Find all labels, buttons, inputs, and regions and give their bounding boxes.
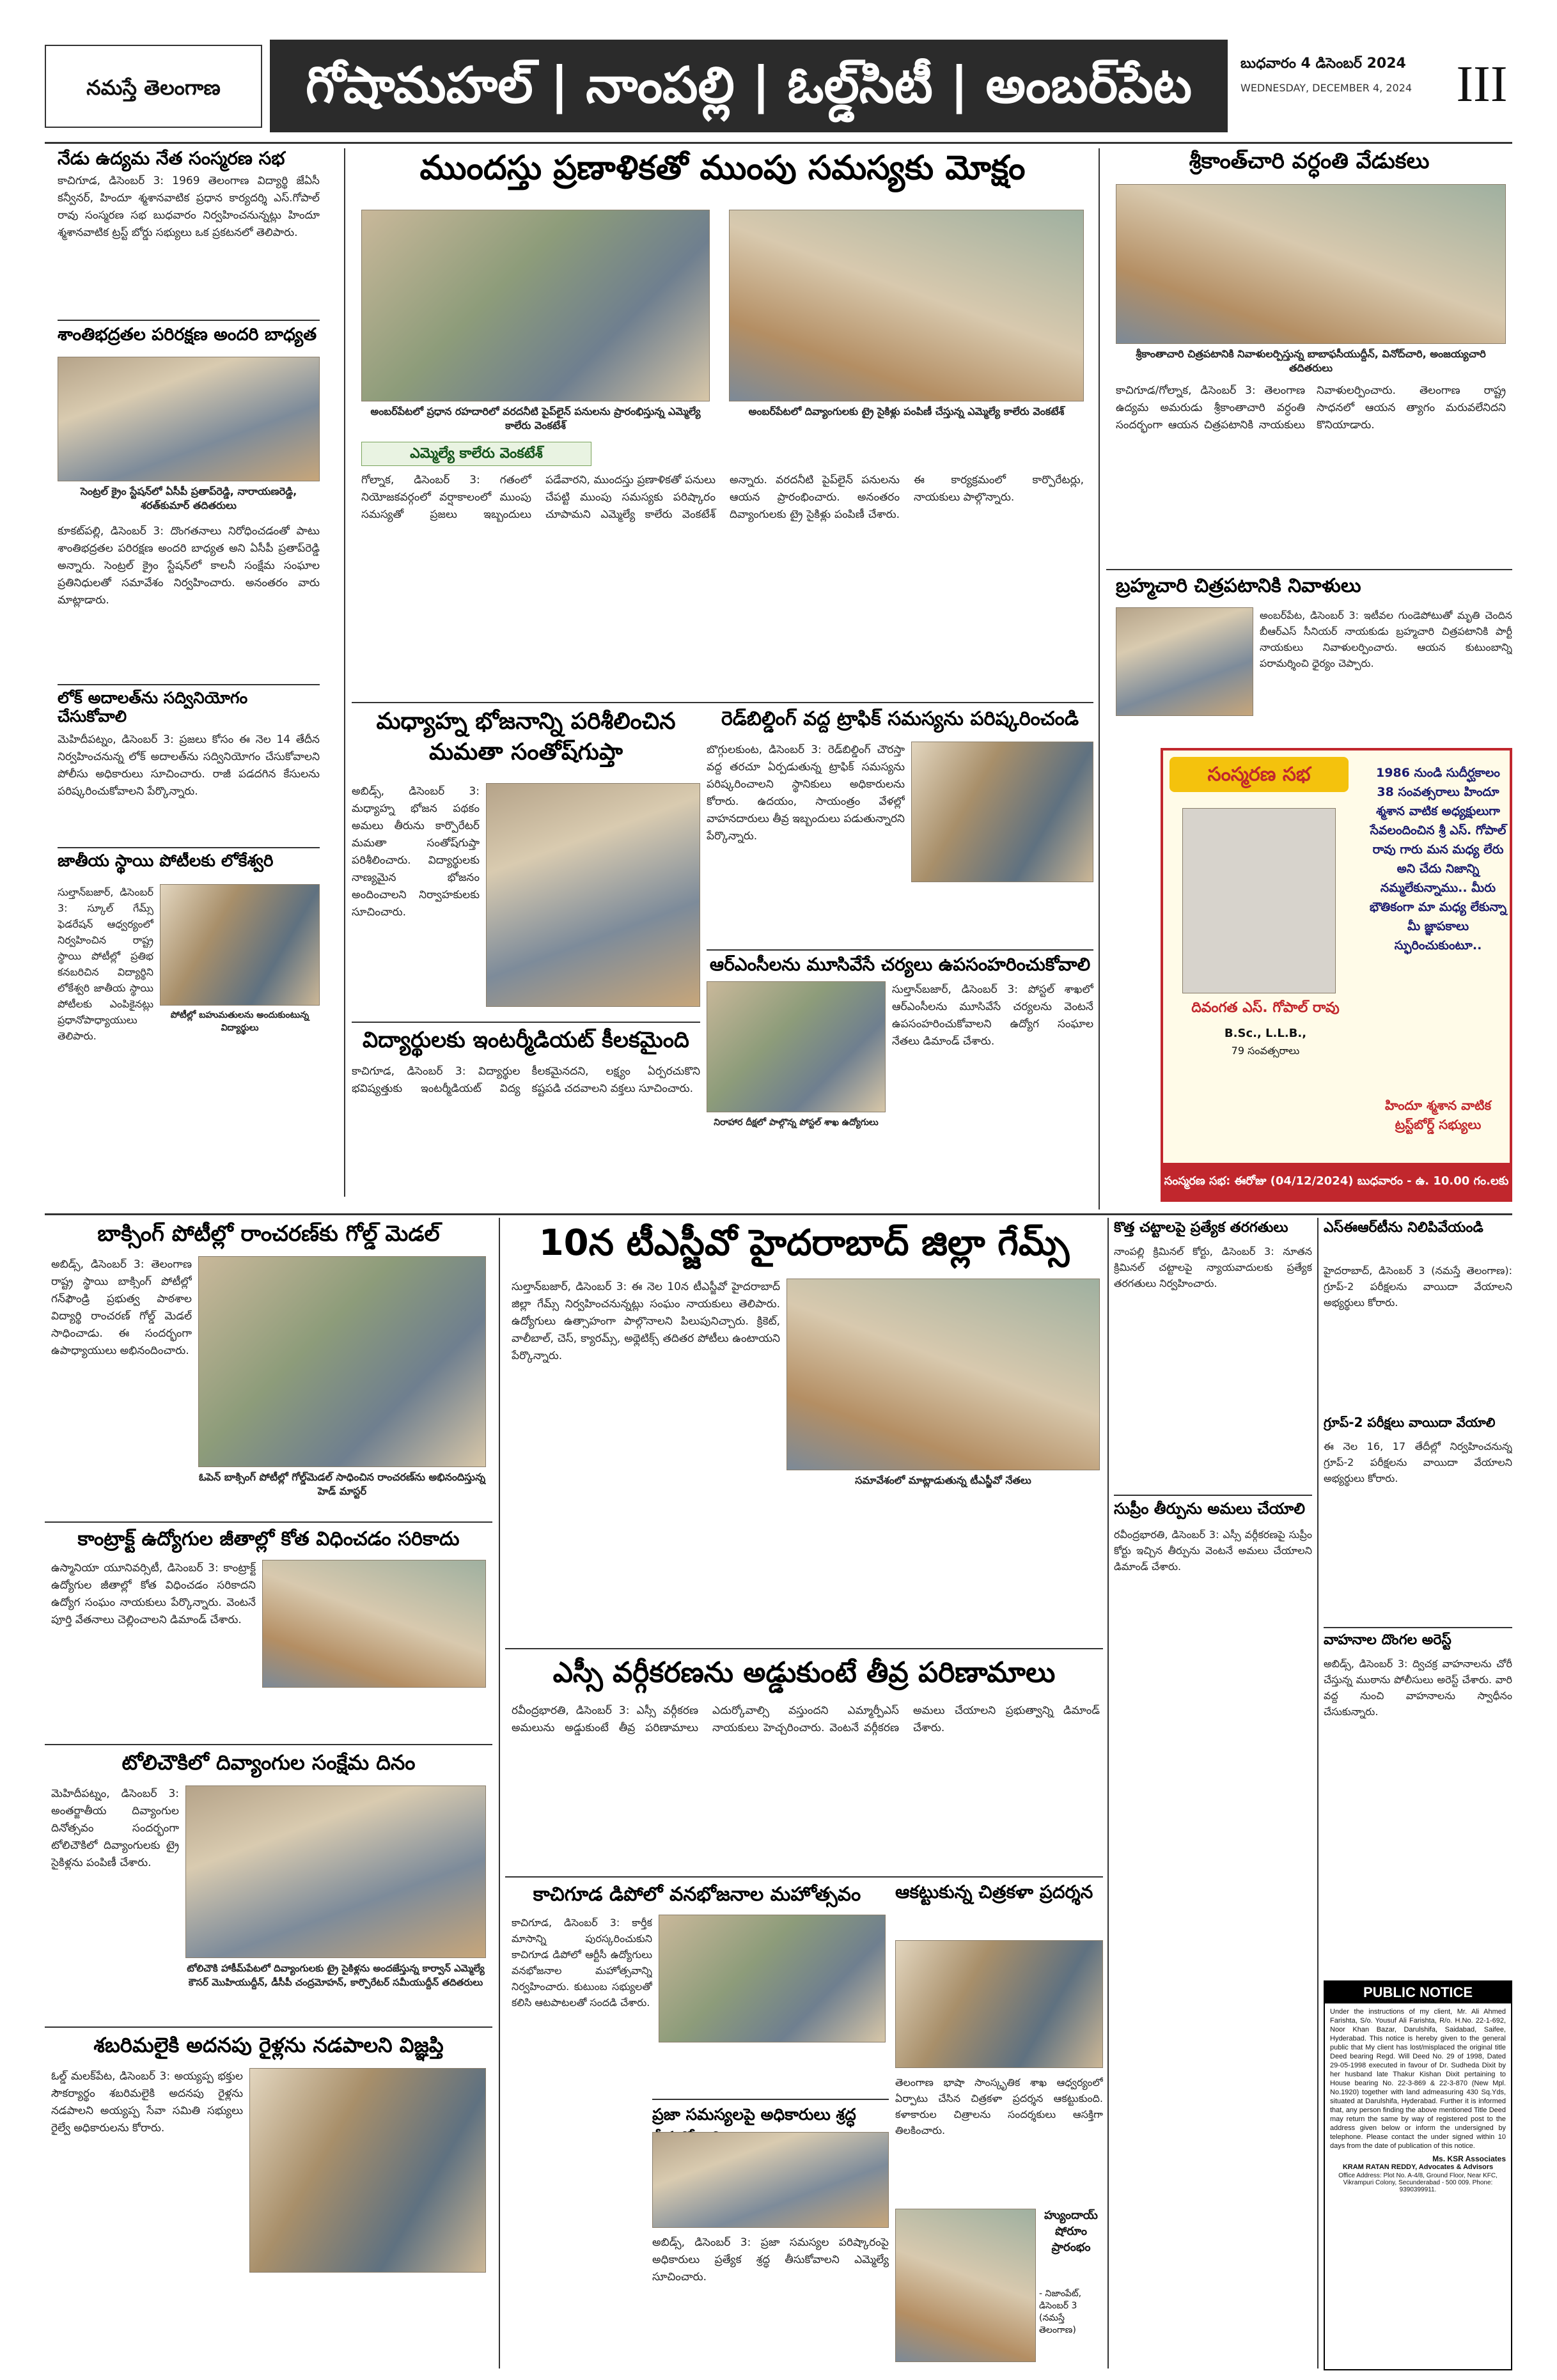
masthead — [45, 40, 1512, 141]
ad-side-text: 1986 నుండి సుదీర్ఘకాలం 38 సంవత్సరాలు హిందూ శ్మశాన వాటిక అధ్యక్షులుగా సేవలందించిన శ్రీ ఎస్. గోపాల్ రావు గారు మన మధ్య లేరు అని చేదు నిజాన్ని నమ్మలేకున్నాము.. మీరు భౌతికంగా మా మధ్య లేకున్నా మీ జ్ఞాపకాలు స్ఫురించుకుంటూ.. — [1369, 766, 1507, 953]
divider — [58, 847, 320, 848]
headline: బ్రహ్మచారి చిత్రపటానికి నివాళులు — [1116, 575, 1361, 597]
lead-photo-right — [729, 210, 1084, 401]
article-body: అబిడ్స్, డిసెంబర్ 3: మధ్యాహ్న భోజన పథకం అమలు తీరును కార్పొరేటర్ మమతా సంతోష్‌గుప్తా పరిశీలించారు. విద్యార్థులకు నాణ్యమైన భోజనం అందించాలని నిర్వాహకులకు సూచించారు. — [352, 785, 480, 919]
news-photo — [160, 884, 320, 1006]
headline: శబరిమలైకి అదనపు రైళ్లను నడపాలని విజ్ఞప్తి — [93, 2033, 444, 2057]
article-body: హైదరాబాద్, డిసెంబర్ 3 (నమస్తే తెలంగాణ): గ్రూప్-2 పరీక్షలను వాయిదా వేయాలని అభ్యర్థులు కోరారు. — [1324, 1264, 1512, 1309]
divider — [1324, 1627, 1512, 1628]
date-block — [1240, 52, 1445, 129]
divider — [505, 1648, 1103, 1649]
article-body: బొగ్గులకుంట, డిసెంబర్ 3: రెడ్‌బిల్డింగ్ చౌరస్తా వద్ద తరచూ ఏర్పడుతున్న ట్రాఫిక్ సమస్యను పరిష్కరించాలని స్థానికులు అధికారులను కోరారు. ఉదయం, సాయంత్రం వేళల్లో వాహనదారులు తీవ్ర ఇబ్బందులు పడుతున్నారని పేర్కొన్నారు. — [707, 743, 905, 843]
headline: ఎస్సీ వర్గీకరణను అడ్డుకుంటే తీవ్ర పరిణామాలు — [552, 1656, 1056, 1689]
ad-degree: B.Sc., L.L.B., — [1224, 1027, 1307, 1040]
article-sec2-d — [45, 2030, 492, 2368]
column-divider — [499, 1218, 500, 2368]
column-divider — [1317, 1218, 1318, 2368]
lead-caption-right: అంబర్‌పేటలో దివ్యాంగులకు ట్రై సైకిళ్లు పంపిణీ చేస్తున్న ఎమ్మెల్యే కాలేరు వెంకటేశ్ — [748, 405, 1065, 417]
ad-name: దివంగత ఎస్. గోపాల్ రావు — [1191, 1000, 1340, 1016]
article-sec2-a — [45, 1218, 492, 1518]
hyundai-headline: హ్యుందాయ్ షోరూం ప్రారంభం — [1044, 2209, 1098, 2254]
article-body: కాచిగూడ/గోల్నాక, డిసెంబర్ 3: తెలంగాణ ఉద్యమ అమరుడు శ్రీకాంతాచారి వర్ధంతి సందర్భంగా ఆయన చిత్రపటానికి నాయకులు నివాళులర్పించారు. తెలంగాణ రాష్ట్ర సాధనలో ఆయన త్యాగం మరువలేనిదని కొనియాడారు. — [1116, 384, 1506, 432]
article-body: కూకట్‌పల్లి, డిసెంబర్ 3: దొంగతనాలు నిరోధించడంతో పాటు శాంతిభద్రతల పరిరక్షణ అందరి బాధ్యత అని ఏసీపీ ప్రతాప్‌రెడ్డి అన్నారు. సెంట్రల్ క్రైం స్టేషన్‌లో కాలనీ సంక్షేమ సంఘాల ప్రతినిధులతో సమావేశం నిర్వహించారు. అనంతరం వారు మాట్లాడారు. — [58, 525, 320, 607]
article-body: మెహిదీపట్నం, డిసెంబర్ 3: ప్రజలు కోసం ఈ నెల 14 తేదీన నిర్వహించనున్న లోక్ అదాలత్‌ను సద్వినియోగం చేసుకోవాలని పోలీసు అధికారులు సూచించారు. రాజీ పడదగిన కేసులను పరిష్కరించుకోవాలని పేర్కొన్నారు. — [58, 733, 320, 798]
lead-article — [352, 146, 1093, 702]
news-photo — [786, 1279, 1100, 1470]
headline: గ్రూప్-2 పరీక్షలు వాయిదా వేయాలి — [1324, 1415, 1496, 1430]
memorial-advertisement — [1161, 748, 1512, 1202]
headline: జాతీయ స్థాయి పోటీలకు లోకేశ్వరి — [58, 852, 274, 871]
article-far-b — [1324, 1413, 1512, 1624]
article-body: తెలంగాణ భాషా సాంస్కృతిక శాఖ ఆధ్వర్యంలో ఏర్పాటు చేసిన చిత్రకళా ప్రదర్శన ఆకట్టుకుంది. కళాకారుల చిత్రాలను సందర్శకులు ఆసక్తిగా తిలకించారు. — [895, 2076, 1103, 2136]
news-photo — [911, 742, 1093, 882]
divider — [505, 1876, 1103, 1878]
photo-caption: సమావేశంలో మాట్లాడుతున్న టీఎస్జీవో నేతలు — [855, 1474, 1031, 1486]
divider — [45, 1521, 492, 1523]
headline: శాంతిభద్రతల పరిరక్షణ అందరి బాధ్యత — [58, 325, 317, 345]
divider — [707, 949, 1093, 951]
headline: కాంట్రాక్ట్ ఉద్యోగుల జీతాల్లో కోత విధించడం సరికాదు — [77, 1528, 460, 1550]
lead-photo-left — [361, 210, 710, 401]
divider — [45, 2026, 492, 2028]
ad-header — [1170, 757, 1349, 792]
headline: 10న టీఎస్జీవో హైదరాబాద్ జిల్లా గేమ్స్ — [538, 1222, 1070, 1264]
article-col1-b — [58, 325, 320, 683]
headline: నేడు ఉద్యమ నేత సంస్మరణ సభ — [58, 148, 285, 169]
headline: బాక్సింగ్ పోటీల్లో రాంచరణ్‌కు గోల్డ్ మెడల్ — [97, 1221, 440, 1247]
news-photo — [895, 1940, 1103, 2068]
hyundai-credit: - నిజాంపేట్, డిసెంబర్ 3 (నమస్తే తెలంగాణ) — [1039, 2289, 1082, 2335]
article-kotha — [1114, 1218, 1312, 1493]
portrait-photo — [1182, 808, 1336, 993]
page-title-banner — [270, 40, 1228, 132]
headline: వాహనాల దొంగల అరెస్ట్ — [1324, 1632, 1451, 1648]
article-body: అబిడ్స్, డిసెంబర్ 3: తెలంగాణ రాష్ట్ర స్థాయి బాక్సింగ్ పోటీల్లో గన్‌ఫౌండ్రి ప్రభుత్వ పాఠశాల విద్యార్థి రాంచరణ్ గోల్డ్ మెడల్ సాధించాడు. ఈ సందర్భంగా ఉపాధ్యాయులు అభినందించారు. — [51, 1258, 192, 1357]
article-body: కాచిగూడ, డిసెంబర్ 3: విద్యార్థుల భవిష్యత్తుకు ఇంటర్మీడియట్ విద్య కీలకమైనదని, లక్ష్యం ఏర్పరచుకొని కష్టపడి చదవాలని వక్తలు సూచించారు. — [352, 1065, 700, 1095]
headline: కాచిగూడ డిపోలో వనభోజనాల మహోత్సవం — [533, 1883, 861, 1906]
divider — [58, 320, 320, 321]
ad-header-text: సంస్మరణ సభ — [1207, 763, 1311, 786]
article-body: రవీంద్రభారతి, డిసెంబర్ 3: ఎస్సీ వర్గీకరణపై సుప్రీం కోర్టు ఇచ్చిన తీర్పును వెంటనే అమలు చేయాలని డిమాండ్ చేశారు. — [1114, 1528, 1312, 1573]
headline: ఎస్‌ఈఆర్‌టీను నిలిపివేయండి — [1324, 1220, 1483, 1236]
article-sec2-b — [45, 1525, 492, 1742]
article-vana — [505, 1879, 889, 2097]
headline: ఆర్‌ఎంసీలను మూసివేసే చర్యలు ఉపసంహరించుకోవాలి — [709, 954, 1091, 975]
notice-title: PUBLIC NOTICE — [1325, 1982, 1511, 2003]
column-divider — [344, 148, 345, 1197]
notice-firm: KRAM RATAN REDDY, Advocates & Advisors — [1342, 2163, 1494, 2171]
column-divider — [1107, 1218, 1109, 2368]
photo-caption: సెంట్రల్ క్రైం స్టేషన్‌లో ఏసీపీ ప్రతాప్‌రెడ్డి, నారాయణరెడ్డి, శరత్‌కుమార్ తదితరులు — [80, 485, 297, 511]
article-mid-b — [707, 706, 1093, 946]
page-number: III — [1456, 56, 1508, 113]
hyundai-photo — [895, 2209, 1036, 2362]
article-sc — [505, 1651, 1103, 1875]
article-supreme — [1114, 1498, 1312, 1875]
news-photo — [198, 1256, 486, 1467]
divider — [58, 684, 320, 685]
article-sec2-c — [45, 1747, 492, 2025]
article-body: సుల్తాన్‌బజార్, డిసెంబర్ 3: పోస్టల్ శాఖలో ఆర్‌ఎంసీలను మూసివేసే చర్యలను వెంటనే ఉపసంహరించుకోవాలని ఉద్యోగ సంఘాల నేతలు డిమాండ్ చేశారు. — [892, 983, 1093, 1048]
lead-headline: ముందస్తు ప్రణాళికతో ముంపు సమస్యకు మోక్షం — [419, 149, 1026, 187]
news-photo — [249, 2068, 486, 2273]
article-body: రవీంద్రభారతి, డిసెంబర్ 3: ఎస్సీ వర్గీకరణ అమలును అడ్డుకుంటే తీవ్ర పరిణామాలు ఎదుర్కోవాల్సి వస్తుందని ఎమ్మార్పీఎస్ నాయకులు హెచ్చరించారు. వెంటనే వర్గీకరణ అమలు చేయాలని ప్రభుత్వాన్ని డిమాండ్ చేశారు. — [512, 1704, 1100, 1734]
article-games — [505, 1218, 1103, 1646]
lead-body: గోల్నాక, డిసెంబర్ 3: గతంలో నియోజకవర్గంలో వర్షాకాలంలో ముంపు సమస్యతో ప్రజలు ఇబ్బందులు పడేవారని, ముందస్తు ప్రణాళికతో పనులు చేపట్టి ముంపు సమస్యకు పరిష్కారం చూపామని ఎమ్మెల్యే కాలేరు వెంకటేశ్ అన్నారు. వరదనీటి పైప్‌లైన్ పనులను ఆయన ప్రారంభించారు. అనంతరం దివ్యాంగులకు ట్రై సైకిళ్లు పంపిణీ చేశారు. ఈ కార్యక్రమంలో కార్పొరేటర్లు, నాయకులు పాల్గొన్నారు. — [361, 474, 1084, 521]
notice-address: Office Address: Plot No. A-4/8, Ground Floor, Near KFC, Vikrampuri Colony, Secunderabad - 500 009. Phone: 9390399911. — [1338, 2172, 1498, 2193]
photo-caption: శ్రీకాంతాచారి చిత్రపటానికి నివాళులర్పిస్తున్న బాబాఫసీయుద్దీన్, వినోద్‌చారి, అంజయ్యచారి తదితరులు — [1136, 348, 1486, 374]
notice-signoff: Ms. KSR Associates — [1432, 2154, 1506, 2163]
section-rule — [45, 1213, 1512, 1215]
article-art — [895, 1879, 1103, 2365]
divider — [1106, 569, 1512, 570]
article-body: అంబర్‌పేట, డిసెంబర్ 3: ఇటీవల గుండెపోటుతో మృతి చెందిన బీఆర్‌ఎస్ సీనియర్ నాయకుడు బ్రహ్మచారి చిత్రపటానికి పార్టీ నాయకులు నివాళులర్పించారు. ఆయన కుటుంబాన్ని పరామర్శించి ధైర్యం చెప్పారు. — [1260, 609, 1512, 669]
photo-caption: నిరాహార దీక్షలో పాల్గొన్న పోస్టల్ శాఖ ఉద్యోగులు — [714, 1117, 879, 1128]
paper-name: నమస్తే తెలంగాణ — [86, 75, 221, 100]
date-telugu: బుధవారం 4 డిసెంబర్ 2024 — [1240, 56, 1406, 72]
article-body: సుల్తాన్‌బజార్, డిసెంబర్ 3: స్కూల్ గేమ్స్ ఫెడరేషన్ ఆధ్వర్యంలో నిర్వహించిన రాష్ట్ర స్థాయి పోటీల్లో ప్రతిభ కనబరిచిన విద్యార్థిని లోకేశ్వరి జాతీయ స్థాయి పోటీలకు ఎంపికైనట్లు ప్రధానోపాధ్యాయులు తెలిపారు. — [58, 886, 153, 1042]
article-col1-d — [58, 852, 320, 1210]
headline: ఆకట్టుకున్న చిత్రకళా ప్రదర్శన — [895, 1881, 1093, 1902]
divider — [352, 702, 1093, 703]
news-photo — [1116, 184, 1506, 344]
date-english: WEDNESDAY, DECEMBER 4, 2024 — [1240, 82, 1412, 94]
article-body: నాంపల్లి క్రిమినల్ కోర్టు, డిసెంబర్ 3: నూతన క్రిమినల్ చట్టాలపై న్యాయవాదులకు ప్రత్యేక తరగతులు నిర్వహించారు. — [1114, 1245, 1312, 1289]
headline: రెడ్‌బిల్డింగ్ వద్ద ట్రాఫిక్ సమస్యను పరిష్కరించండి — [721, 708, 1079, 730]
headline: సుప్రీం తీర్పును అమలు చేయాలి — [1114, 1500, 1305, 1518]
lead-subhead: ఎమ్మెల్యే కాలేరు వెంకటేశ్ — [361, 442, 591, 466]
news-photo — [486, 783, 700, 1007]
news-photo — [652, 2132, 889, 2228]
news-photo — [185, 1785, 486, 1958]
article-body: ఉస్మానియా యూనివర్సిటీ, డిసెంబర్ 3: కాంట్రాక్ట్ ఉద్యోగుల జీతాల్లో కోత విధించడం సరికాదని ఉద్యోగ సంఘం నాయకులు పేర్కొన్నారు. వెంటనే పూర్తి వేతనాలు చెల్లించాలని డిమాండ్ చేశారు. — [51, 1562, 256, 1626]
divider — [352, 1022, 700, 1023]
news-photo — [659, 1915, 886, 2042]
article-mid-c — [707, 953, 1093, 1208]
news-photo — [262, 1560, 486, 1688]
news-photo — [58, 357, 320, 481]
page-title: గోషామహల్ | నాంపల్లి | ఓల్డ్‌సిటీ | అంబర్‌పేట — [306, 57, 1192, 114]
article-body: కాచిగూడ, డిసెంబర్ 3: కార్తీక మాసాన్ని పురస్కరించుకుని కాచిగూడ డిపోలో ఆర్టీసీ ఉద్యోగులు వనభోజనాల మహోత్సవాన్ని నిర్వహించారు. కుటుంబ సభ్యులతో కలిసి ఆటపాటలతో సందడి చేశారు. — [512, 1917, 652, 2009]
headline: మధ్యాహ్న భోజనాన్ని పరిశీలించిన మమతా సంతోష్‌గుప్తా — [376, 708, 676, 765]
photo-caption: పోటీల్లో బహుమతులను అందుకుంటున్న విద్యార్థులు — [170, 1010, 309, 1033]
public-notice — [1324, 1980, 1512, 2370]
paper-name-box — [45, 45, 262, 128]
article-praja — [652, 2103, 889, 2368]
article-body: అబిడ్స్, డిసెంబర్ 3: ప్రజా సమస్యల పరిష్కారంపై అధికారులు ప్రత్యేక శ్రద్ధ తీసుకోవాలని ఎమ్మెల్యే సూచించారు. — [652, 2236, 889, 2283]
article-right-a — [1106, 146, 1512, 568]
article-body: అబిడ్స్, డిసెంబర్ 3: ద్విచక్ర వాహనాలను చోరీ చేస్తున్న ముఠాను పోలీసులు అరెస్ట్ చేశారు. వారి వద్ద నుంచి వాహనాలను స్వాధీనం చేసుకున్నారు. — [1324, 1658, 1512, 1718]
ad-signoff: హిందూ శ్మశాన వాటిక ట్రస్ట్‌బోర్డ్ సభ్యులు — [1384, 1098, 1492, 1132]
masthead-rule — [45, 142, 1512, 144]
article-body: ఈ నెల 16, 17 తేదీల్లో నిర్వహించనున్న గ్రూప్-2 పరీక్షలను వాయిదా వేయాలని అభ్యర్థులు కోరారు. — [1324, 1440, 1512, 1484]
article-body: ఓల్డ్ మలక్‌పేట, డిసెంబర్ 3: అయ్యప్ప భక్తుల సౌకర్యార్థం శబరిమలైకి అదనపు రైళ్లను నడపాలని అయ్యప్ప సేవా సమితి సభ్యులు రైల్వే అధికారులను కోరారు. — [51, 2070, 243, 2135]
article-mid-a — [352, 706, 700, 1020]
photo-caption: టోలిచౌకి హాకీమ్‌పేటలో దివ్యాంగులకు ట్రై సైకిళ్లను అందజేస్తున్న కార్వాన్ ఎమ్మెల్యే కౌసర్ మొహియుద్దీన్, డీసీపీ చంద్రమోహన్, కార్పొరేటర్ సమీయుద్దీన్ తదితరులు — [187, 1963, 485, 1988]
article-right-b — [1106, 572, 1512, 742]
article-far-c — [1324, 1630, 1512, 1975]
divider — [652, 2099, 889, 2100]
news-photo — [707, 981, 886, 1112]
notice-body: Under the instructions of my client, Mr. Ali Ahmed Farishta, S/o. Yousuf Ali Farishta, R/o. H.No. 22-1-692, Noor Khan Bazar, Darulshifa, Saidabad, Saifee, Hyderabad. This notice is hereby given to the general public that My client has lost/misplaced the original title Deed bearing Regd. Will Deed No. 29 of 1998, Dated 29-05-1998 executed in favour of Dr. Sudheda Dixit by her husband late Thakur Kishan Dixit pertaining to House bearing No. 22-3-869 & 22-3-870 (New Mpl. No.1920) together with land admeasuring 430 Sq.Yds, situated at Darulshifa, Hyderabad. Further it is informed that, any person finding the above mentioned Title Deed may return the same by way of registered post to the address given below or inform the undersigned by telephone. Please contact the under signed within 10 days from the date of publication of this notice. — [1330, 2008, 1506, 2150]
headline: టోలిచౌకిలో దివ్యాంగుల సంక్షేమ దినం — [121, 1750, 416, 1775]
divider — [45, 1744, 492, 1745]
article-far-a — [1324, 1218, 1512, 1410]
article-body: సుల్తాన్‌బజార్, డిసెంబర్ 3: ఈ నెల 10న టీఎస్జీవో హైదరాబాద్ జిల్లా గేమ్స్ నిర్వహించనున్నట్లు సంఘం నాయకులు తెలిపారు. ఉద్యోగులు ఉత్సాహంగా పాల్గొనాలని పిలుపునిచ్చారు. క్రికెట్, వాలీబాల్, చెస్, క్యారమ్స్, అథ్లెటిక్స్ తదితర పోటీలు ఉంటాయని పేర్కొన్నారు. — [512, 1280, 780, 1362]
headline: కొత్త చట్టాలపై ప్రత్యేక తరగతులు — [1114, 1220, 1288, 1236]
headline: శ్రీకాంత్‌చారి వర్ధంతి వేడుకలు — [1189, 148, 1430, 174]
article-body: మెహిదీపట్నం, డిసెంబర్ 3: అంతర్జాతీయ దివ్యాంగుల దినోత్సవం సందర్భంగా టోలిచౌకిలో దివ్యాంగులకు ట్రై సైకిళ్లను పంపిణీ చేశారు. — [51, 1787, 179, 1869]
article-body: కాచిగూడ, డిసెంబర్ 3: 1969 తెలంగాణ విద్యార్థి జేఏసీ కన్వీనర్, హిందూ శ్మశానవాటిక ప్రధాన కార్యదర్శి ఎస్.గోపాల్ రావు సంస్మరణ సభ బుధవారం నిర్వహించనున్నట్లు హిందూ శ్మశానవాటిక ట్రస్ట్ బోర్డు సభ్యులు ఒక ప్రకటనలో తెలిపారు. — [58, 175, 320, 240]
divider — [1114, 1495, 1312, 1496]
article-col1-a — [58, 148, 320, 324]
column-divider — [1099, 148, 1100, 1209]
article-col1-c — [58, 689, 320, 846]
photo-caption: ఓపెన్ బాక్సింగ్ పోటీల్లో గోల్డ్‌మెడల్ సాధించిన రాంచరణ్‌ను అభినందిస్తున్న హెడ్ మాస్టర్ — [198, 1471, 486, 1497]
headline: విద్యార్థులకు ఇంటర్మీడియట్ కీలకమైంది — [363, 1027, 689, 1053]
article-mid-d — [352, 1025, 700, 1210]
ad-age: 79 సంవత్సరాలు — [1231, 1045, 1300, 1057]
lead-caption-left: అంబర్‌పేటలో ప్రధాన రహదారిలో వరదనీటి పైప్‌లైన్ పనులను ప్రారంభిస్తున్న ఎమ్మెల్యే కాలేరు వెంకటేశ్ — [370, 405, 701, 432]
news-photo — [1116, 607, 1253, 716]
ad-footer: సంస్మరణ సభ: ఈరోజు (04/12/2024) బుధవారం - ఉ. 10.00 గం.లకు — [1163, 1163, 1510, 1199]
headline: ప్రజా సమస్యలపై అధికారులు శ్రద్ధ — [652, 2105, 856, 2124]
headline: లోక్ అదాలత్‌ను సద్వినియోగం చేసుకోవాలి — [58, 689, 248, 726]
